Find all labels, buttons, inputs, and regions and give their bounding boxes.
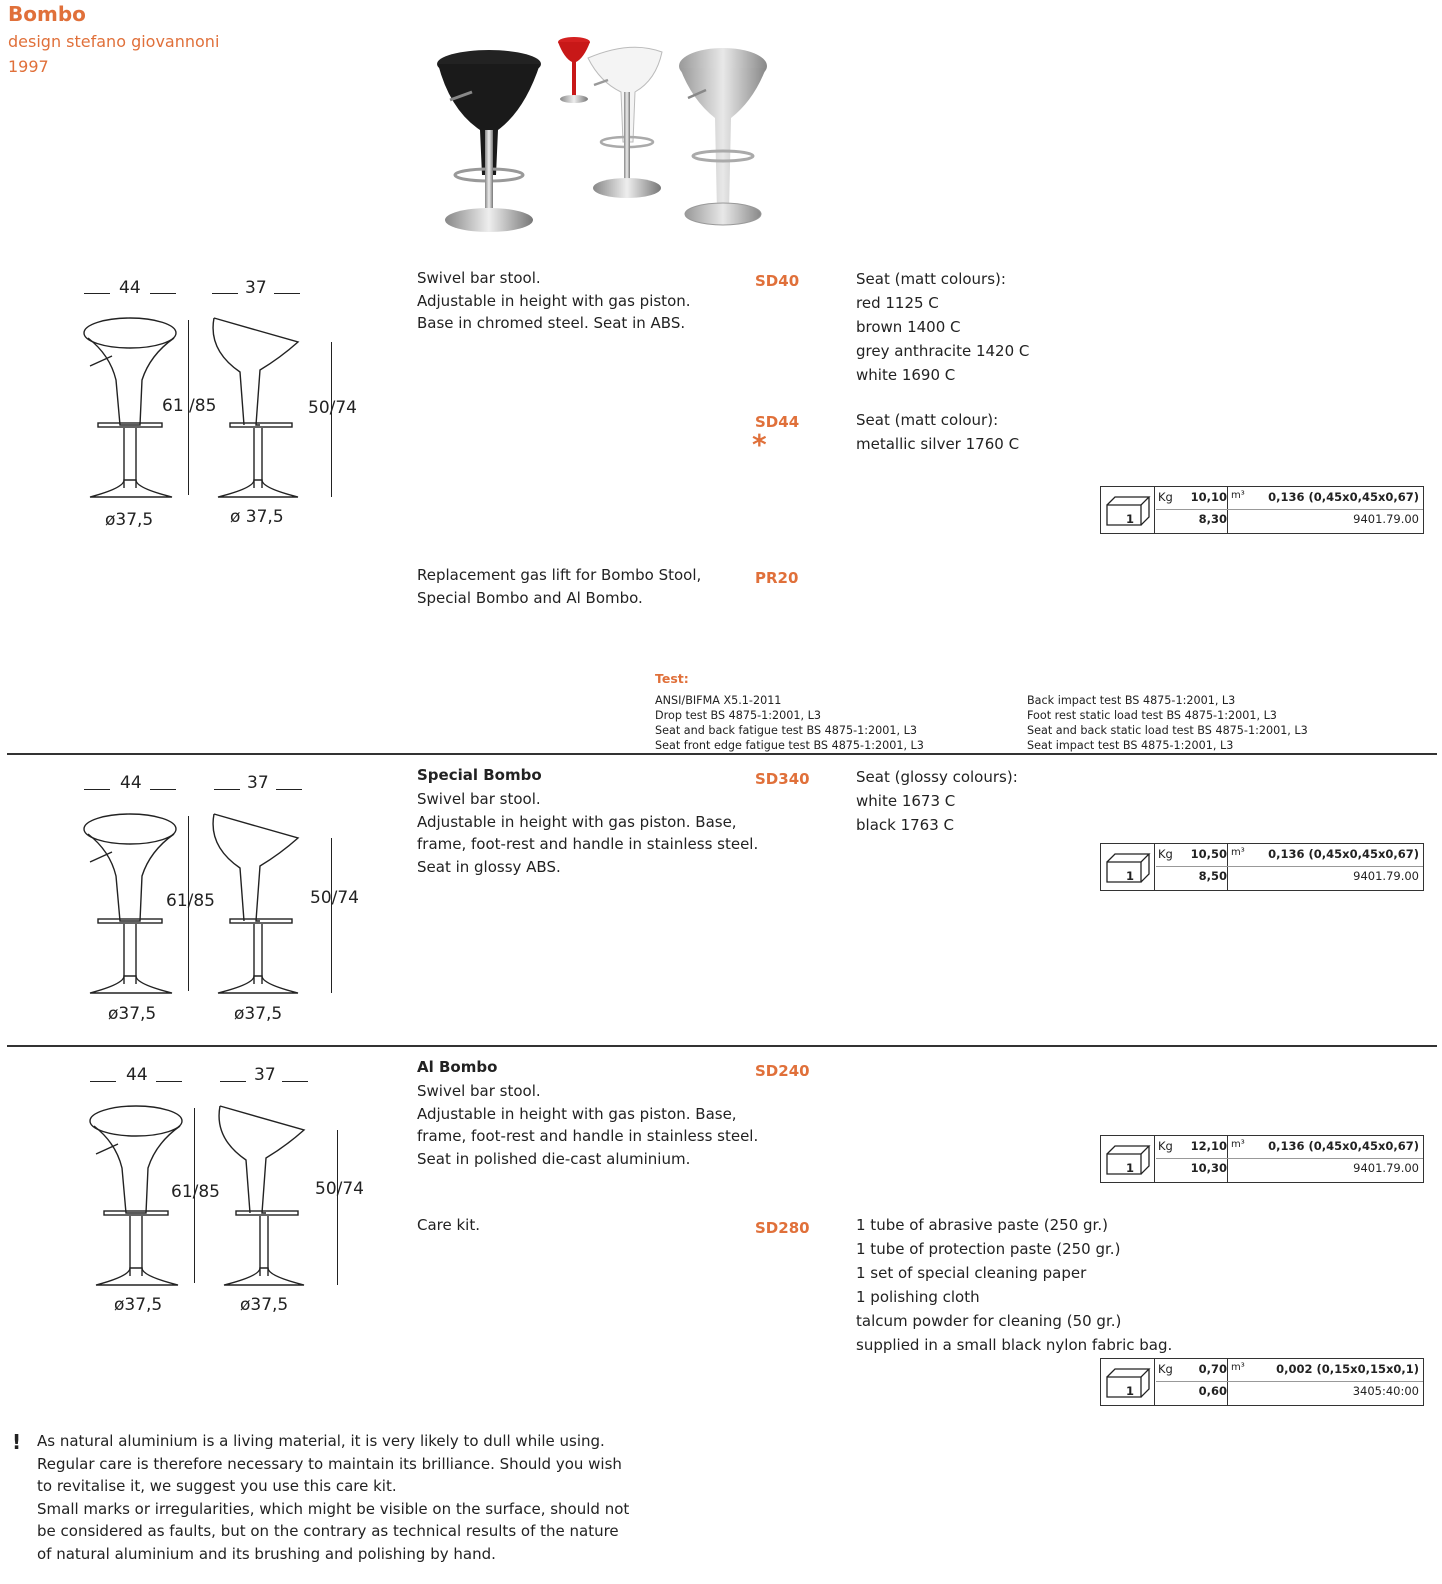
kg-label: Kg: [1158, 1362, 1173, 1376]
gross-weight: 10,10: [1190, 490, 1227, 504]
section-divider: [7, 1045, 1437, 1047]
base-diameter-front: ø37,5: [108, 1004, 157, 1024]
product-title: Bombo: [8, 2, 86, 26]
packaging-info: [1100, 1135, 1424, 1183]
test-list-left: ANSI/BIFMA X5.1-2011 Drop test BS 4875-1:2001, L3 Seat and back fatigue test BS 4875-1:2001, L3 Seat front edge fatigue test BS 4875-1:2001, L3: [655, 694, 924, 752]
width-front: 44: [120, 773, 142, 793]
product-description: Swivel bar stool. Adjustable in height with gas piston. Base, frame, foot-rest and handle in stainless steel. Seat in polished die-cast aluminium.: [417, 1082, 759, 1168]
packaging-info: [1100, 486, 1424, 534]
package-quantity: 1: [1126, 1161, 1135, 1175]
product-photo: [430, 30, 780, 245]
white-stool-image: [588, 47, 662, 198]
gross-weight: 12,10: [1190, 1139, 1227, 1153]
volume: 0,136 (0,45x0,45x0,67): [1268, 1139, 1419, 1153]
product-code: SD44: [755, 413, 800, 431]
height-front: 61/85: [171, 1182, 220, 1202]
base-diameter-side: ø37,5: [240, 1295, 289, 1315]
product-description: Swivel bar stool. Adjustable in height with gas piston. Base in chromed steel. Seat in ABS.: [417, 269, 691, 332]
net-weight: 8,50: [1198, 869, 1227, 883]
width-side: 37: [254, 1065, 276, 1085]
m3-label: m³: [1231, 847, 1245, 858]
base-diameter-side: ø37,5: [234, 1004, 283, 1024]
width-front: 44: [126, 1065, 148, 1085]
asterisk-mark: *: [752, 428, 767, 461]
height-front: 61/85: [166, 891, 215, 911]
seat-colours: Seat (matt colour): metallic silver 1760 C: [856, 411, 1020, 453]
net-weight: 8,30: [1198, 512, 1227, 526]
volume: 0,002 (0,15x0,15x0,1): [1276, 1362, 1419, 1376]
volume: 0,136 (0,45x0,45x0,67): [1268, 847, 1419, 861]
package-quantity: 1: [1126, 869, 1135, 883]
care-kit-label: Care kit.: [417, 1216, 481, 1234]
m3-label: m³: [1231, 1139, 1245, 1150]
base-diameter-front: ø37,5: [105, 510, 154, 530]
design-year: 1997: [8, 57, 49, 76]
replacement-code: PR20: [755, 569, 799, 587]
section-divider: [7, 753, 1437, 755]
silver-stool-image: [679, 48, 767, 225]
net-weight: 10,30: [1190, 1161, 1227, 1175]
width-front: 44: [119, 278, 141, 298]
width-side: 37: [245, 278, 267, 298]
net-weight: 0,60: [1198, 1384, 1227, 1398]
width-side: 37: [247, 773, 269, 793]
product-code: SD40: [755, 272, 800, 290]
dimension-drawing: [86, 1056, 386, 1326]
seat-colours: Seat (glossy colours): white 1673 C black 1763 C: [856, 768, 1018, 834]
height-side: 50/74: [308, 398, 357, 418]
aluminium-care-note: As natural aluminium is a living material, it is very likely to dull while using. Regular care is therefore necessary to maintain its brilliance. Should you wish to revitalise it, we suggest you use this care kit. Small marks or irregularities, which might be visible on the surface, should not be considered as faults, but on the contrary as technical results of the nature of natural aluminium and its brushing and polishing by hand.: [37, 1432, 630, 1563]
warning-icon: !: [12, 1430, 22, 1454]
product-name: Al Bombo: [417, 1058, 498, 1076]
black-stool-image: [437, 50, 541, 232]
seat-colours: Seat (matt colours): red 1125 C brown 1400 C grey anthracite 1420 C white 1690 C: [856, 270, 1030, 384]
packaging-info: [1100, 1358, 1424, 1406]
packaging-info: [1100, 843, 1424, 891]
package-quantity: 1: [1126, 512, 1135, 526]
customs-code: 3405:40:00: [1352, 1384, 1419, 1398]
m3-label: m³: [1231, 490, 1245, 501]
height-front: 61 /85: [162, 396, 217, 416]
kg-label: Kg: [1158, 1139, 1173, 1153]
product-code: SD240: [755, 1062, 810, 1080]
red-stool-image: [558, 37, 590, 103]
test-label: Test:: [655, 671, 689, 686]
base-diameter-side: ø 37,5: [230, 507, 284, 527]
dimension-drawing: [80, 270, 380, 540]
product-description: Swivel bar stool. Adjustable in height with gas piston. Base, frame, foot-rest and handle in stainless steel. Seat in glossy ABS.: [417, 790, 759, 876]
product-code: SD340: [755, 770, 810, 788]
care-kit-contents: 1 tube of abrasive paste (250 gr.) 1 tube of protection paste (250 gr.) 1 set of special cleaning paper 1 polishing cloth talcum powder for cleaning (50 gr.) supplied in a small black nylon fabric bag.: [856, 1216, 1173, 1354]
customs-code: 9401.79.00: [1353, 869, 1419, 883]
customs-code: 9401.79.00: [1353, 1161, 1419, 1175]
dimension-drawing: [80, 764, 380, 1034]
test-list-right: Back impact test BS 4875-1:2001, L3 Foot rest static load test BS 4875-1:2001, L3 Seat and back static load test BS 4875-1:2001, L3 Seat impact test BS 4875-1:2001, L3: [1027, 694, 1308, 752]
product-name: Special Bombo: [417, 766, 542, 784]
care-kit-code: SD280: [755, 1219, 810, 1237]
gross-weight: 0,70: [1198, 1362, 1227, 1376]
customs-code: 9401.79.00: [1353, 512, 1419, 526]
designer-credit: design stefano giovannoni: [8, 32, 220, 51]
package-quantity: 1: [1126, 1384, 1135, 1398]
gross-weight: 10,50: [1190, 847, 1227, 861]
base-diameter-front: ø37,5: [114, 1295, 163, 1315]
kg-label: Kg: [1158, 490, 1173, 504]
m3-label: m³: [1231, 1362, 1245, 1373]
height-side: 50/74: [310, 888, 359, 908]
height-side: 50/74: [315, 1179, 364, 1199]
kg-label: Kg: [1158, 847, 1173, 861]
replacement-description: Replacement gas lift for Bombo Stool, Special Bombo and Al Bombo.: [417, 566, 702, 607]
volume: 0,136 (0,45x0,45x0,67): [1268, 490, 1419, 504]
